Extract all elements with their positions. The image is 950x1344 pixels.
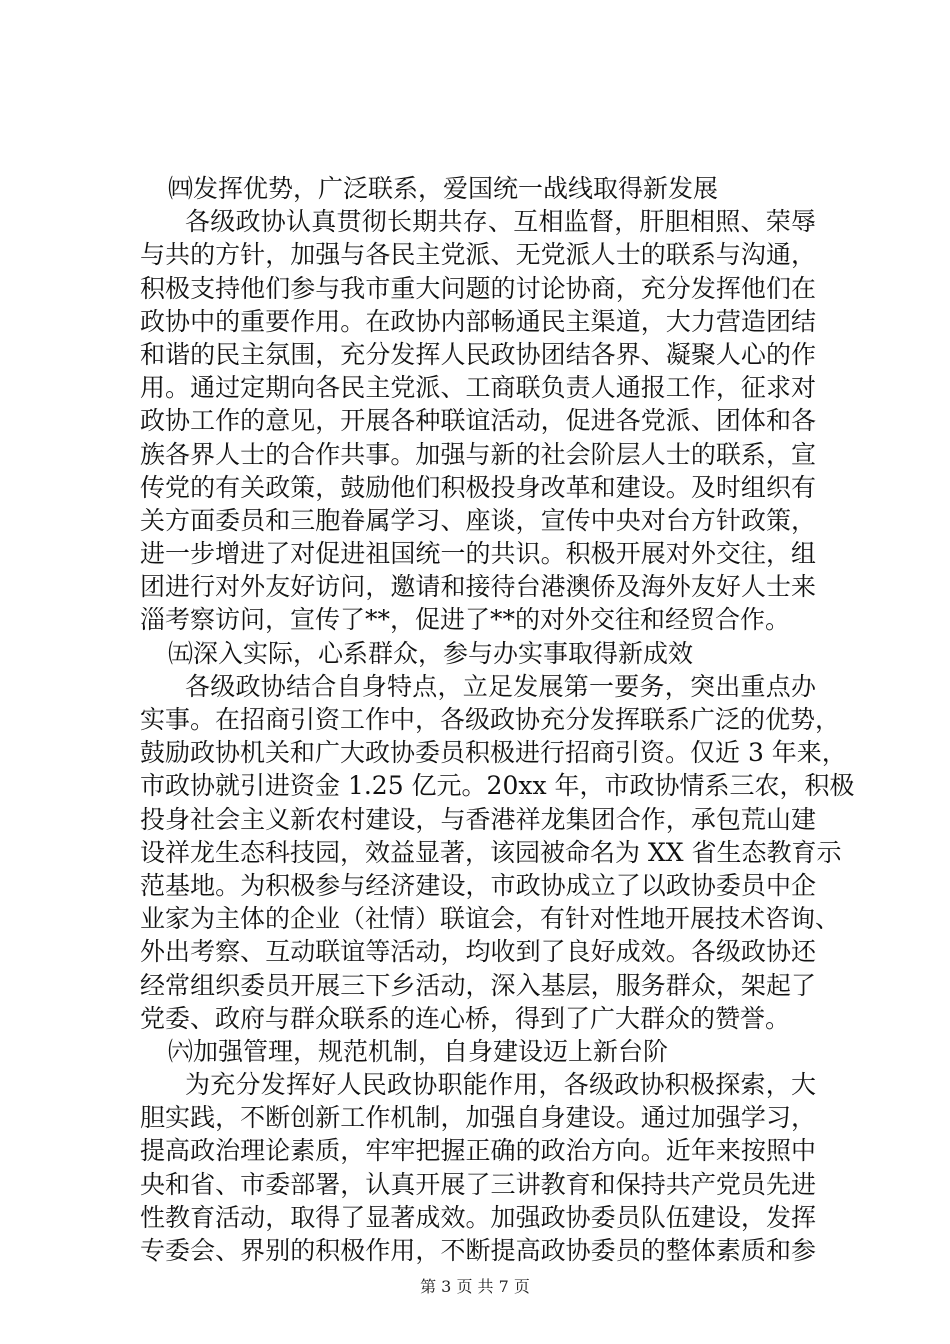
page-number-footer: 第 3 页 共 7 页 [420, 1277, 530, 1296]
paragraph-line: 积极支持他们参与我市重大问题的讨论协商，充分发挥他们在 [140, 273, 816, 303]
section-heading-6: ㈥加强管理，规范机制，自身建设迈上新台阶 [168, 1036, 669, 1066]
section-heading-4: ㈣发挥优势，广泛联系，爱国统一战线取得新发展 [168, 174, 719, 203]
paragraph-line: 设祥龙生态科技园，效益显著，该园被命名为 XX 省生态教育示 [140, 837, 842, 867]
paragraph-line: 范基地。为积极参与经济建设，市政协成立了以政协委员中企 [140, 870, 816, 900]
paragraph-line: 专委会、界别的积极作用，不断提高政协委员的整体素质和参 [140, 1236, 816, 1265]
paragraph-line: 传党的有关政策，鼓励他们积极投身改革和建设。及时组织有 [140, 472, 816, 502]
paragraph-line: 经常组织委员开展三下乡活动，深入基层，服务群众，架起了 [140, 970, 816, 1000]
paragraph-line: 为充分发挥好人民政协职能作用，各级政协积极探索，大 [185, 1070, 816, 1100]
paragraph-line: 团进行对外友好访问，邀请和接待台港澳侨及海外友好人士来 [140, 572, 816, 602]
paragraph-line: 政协工作的意见，开展各种联谊活动，促进各党派、团体和各 [140, 406, 816, 436]
paragraph-line: 用。通过定期向各民主党派、工商联负责人通报工作，征求对 [140, 373, 816, 403]
paragraph-line: 实事。在招商引资工作中，各级政协充分发挥联系广泛的优势， [140, 705, 841, 734]
paragraph-line: 进一步增进了对促进祖国统一的共识。积极开展对外交往，组 [140, 539, 816, 569]
paragraph-line: 关方面委员和三胞眷属学习、座谈，宣传中央对台方针政策， [140, 505, 816, 535]
paragraph-line: 党委、政府与群众联系的连心桥，得到了广大群众的赞誉。 [140, 1003, 791, 1033]
paragraph-line: 胆实践，不断创新工作机制，加强自身建设。通过加强学习， [140, 1103, 816, 1133]
paragraph-line: 淄考察访问，宣传了**，促进了**的对外交往和经贸合作。 [140, 605, 791, 635]
paragraph-line: 央和省、市委部署，认真开展了三讲教育和保持共产党员先进 [140, 1169, 816, 1199]
paragraph-line: 外出考察、互动联谊等活动，均收到了良好成效。各级政协还 [140, 937, 816, 967]
paragraph-line: 鼓励政协机关和广大政协委员积极进行招商引资。仅近 3 年来， [140, 738, 847, 768]
paragraph-line: 提高政治理论素质，牢牢把握正确的政治方向。近年来按照中 [140, 1136, 816, 1166]
paragraph-line: 和谐的民主氛围，充分发挥人民政协团结各界、凝聚人心的作 [140, 339, 816, 369]
paragraph-line: 性教育活动，取得了显著成效。加强政协委员队伍建设，发挥 [140, 1202, 816, 1232]
paragraph-line: 政协中的重要作用。在政协内部畅通民主渠道，大力营造团结 [140, 306, 816, 336]
paragraph-line: 业家为主体的企业（社情）联谊会，有针对性地开展技术咨询、 [140, 904, 841, 934]
paragraph-line: 市政协就引进资金 1.25 亿元。20xx 年，市政协情系三农，积极 [140, 771, 855, 801]
section-heading-5: ㈤深入实际，心系群众，参与办实事取得新成效 [168, 638, 694, 668]
paragraph-line: 族各界人士的合作共事。加强与新的社会阶层人士的联系，宣 [140, 439, 816, 469]
paragraph-line: 各级政协结合自身特点，立足发展第一要务，突出重点办 [185, 671, 816, 701]
document-body [140, 172, 855, 1267]
paragraph-line: 投身社会主义新农村建设，与香港祥龙集团合作，承包荒山建 [140, 804, 816, 834]
paragraph-line: 与共的方针，加强与各民主党派、无党派人士的联系与沟通， [140, 240, 816, 270]
paragraph-line: 各级政协认真贯彻长期共存、互相监督，肝胆相照、荣辱 [185, 207, 816, 237]
